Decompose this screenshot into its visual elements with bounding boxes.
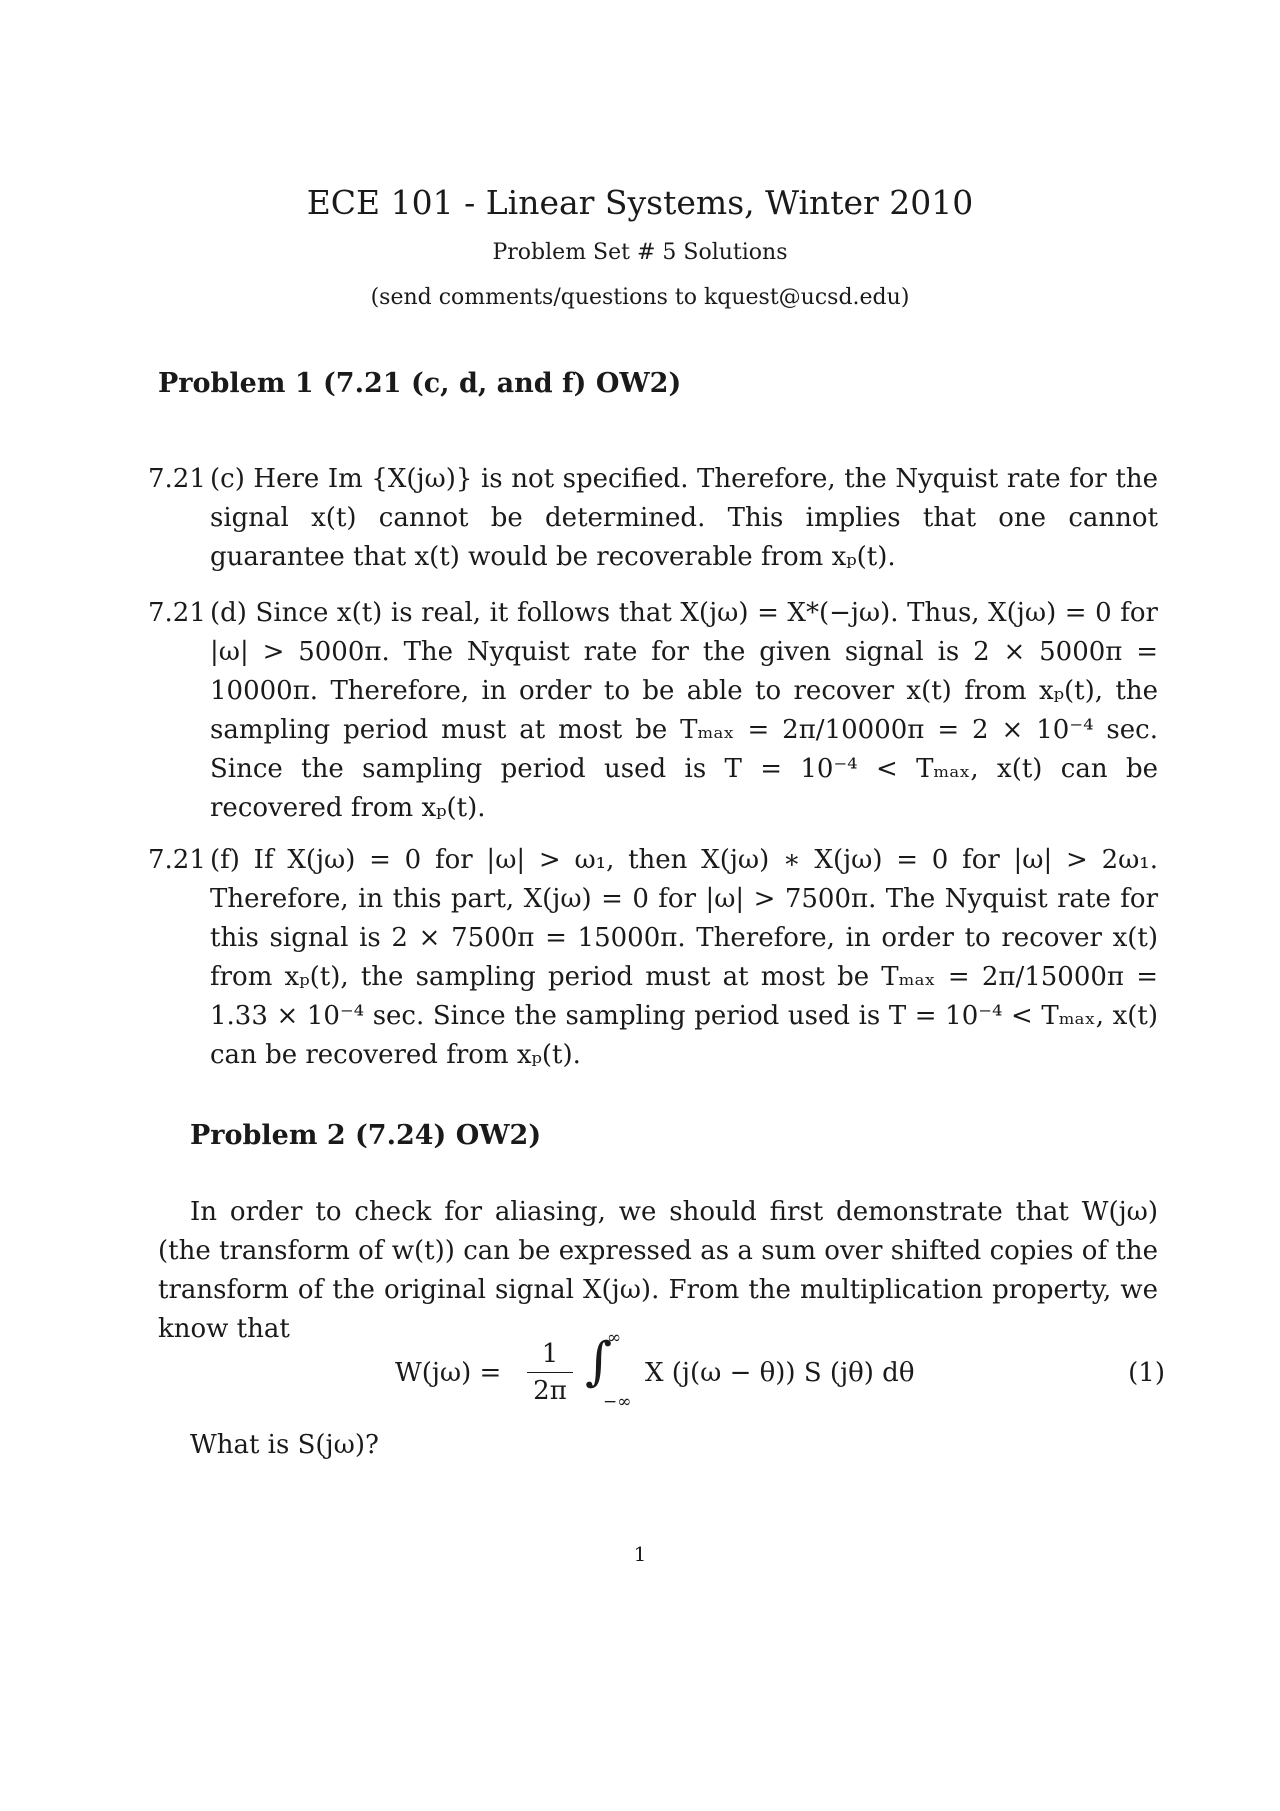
equation-lhs: W(jω) =: [395, 1358, 502, 1388]
part-text: (c) Here Im {X(jω)} is not specified. Therefore, the Nyquist rate for the signal x(t) cannot be determined. This implies that one cannot guarantee that x(t) would be recoverable from xₚ(t).: [210, 464, 1158, 572]
part-text: (f) If X(jω) = 0 for |ω| > ω₁, then X(jω) ∗ X(jω) = 0 for |ω| > 2ω₁. Therefore, in this part, X(jω) = 0 for |ω| > 7500π. The Nyquist rate for this signal is 2 × 7500π = 15000π. Therefore, in order to recover x(t) from xₚ(t), the sampling period must at most be Tₘₐₓ = 2π/15000π = 1.33 × 10⁻⁴ sec. Since the sampling period used is T = 10⁻⁴ < Tₘₐₓ, x(t) can be recovered from xₚ(t).: [210, 845, 1158, 1070]
equation-number: (1): [1128, 1358, 1165, 1388]
solution-part-c: [148, 460, 1158, 577]
fraction-denominator: 2π: [533, 1376, 567, 1406]
document-title: ECE 101 - Linear Systems, Winter 2010: [306, 183, 974, 222]
equation-fraction: [527, 1336, 573, 1409]
integrand: X (j(ω − θ)) S (jθ) dθ: [645, 1358, 915, 1388]
fraction-numerator: 1: [527, 1336, 573, 1373]
part-label: 7.21: [148, 845, 206, 875]
problem-2-intro: In order to check for aliasing, we should first demonstrate that W(jω) (the transform of w(t)) can be expressed as a sum over shifted copies of the transform of the original signal X(jω). From the multiplication property, we know that: [158, 1197, 1158, 1344]
part-label: 7.21: [148, 598, 206, 628]
part-label: 7.21: [148, 464, 206, 494]
integral-lower-limit: −∞: [603, 1392, 632, 1412]
part-text: (d) Since x(t) is real, it follows that X(jω) = X*(−jω). Thus, X(jω) = 0 for |ω| > 5000π. The Nyquist rate for the given signal is 2 × 5000π = 10000π. Therefore, in order to be able to recover x(t) from xₚ(t), the sampling period must at most be Tₘₐₓ = 2π/10000π = 2 × 10⁻⁴ sec. Since the sampling period used is T = 10⁻⁴ < Tₘₐₓ, x(t) can be recovered from xₚ(t).: [210, 598, 1158, 823]
problem-2-heading: Problem 2 (7.24) OW2): [190, 1120, 542, 1151]
solution-part-d: [148, 594, 1158, 828]
contact-line: (send comments/questions to kquest@ucsd.edu): [370, 285, 910, 310]
page-number: 1: [633, 1542, 647, 1566]
problem-1-heading: Problem 1 (7.21 (c, d, and f) OW2): [158, 368, 682, 399]
integral-sign: ∫: [585, 1332, 613, 1392]
document-subtitle: Problem Set # 5 Solutions: [492, 240, 788, 265]
question-text: What is S(jω)?: [190, 1430, 379, 1460]
solution-part-f: [148, 841, 1158, 1075]
equation-1: [395, 1330, 1165, 1420]
integral-upper-limit: ∞: [607, 1328, 622, 1348]
